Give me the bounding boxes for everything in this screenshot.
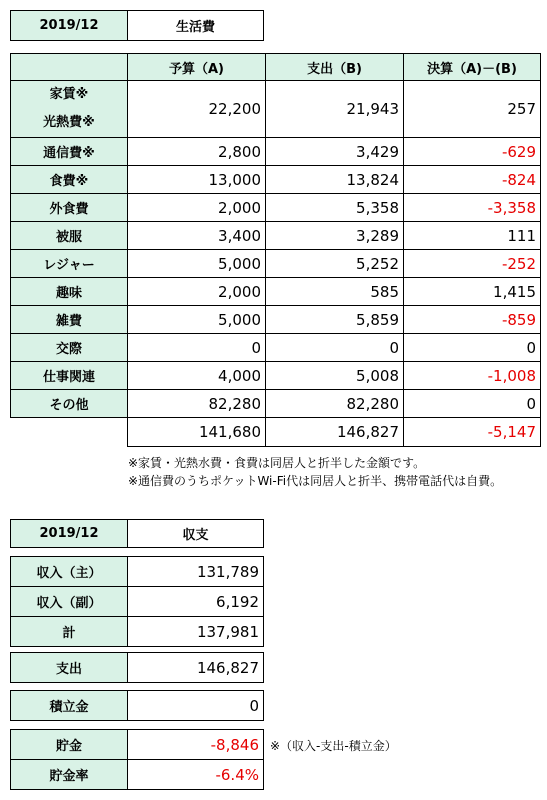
row-label-rent: 家賃※ (49, 87, 89, 102)
row-label: 収入（主） (11, 557, 128, 587)
budget-cell: 5,000 (128, 306, 266, 334)
balance-cell: 0 (404, 334, 541, 362)
budget-cell: 5,000 (128, 250, 266, 278)
row-label: 通信費※ (11, 138, 128, 166)
reserve-table (10, 690, 264, 721)
budget-cell: 2,000 (128, 194, 266, 222)
row-label: 積立金 (11, 691, 128, 721)
table-row (11, 760, 264, 790)
table-row (11, 617, 264, 647)
balance-cell: 257 (404, 81, 541, 138)
balance-cell: -3,358 (404, 194, 541, 222)
row-label: 仕事関連 (11, 362, 128, 390)
table-row (11, 166, 541, 194)
summary-header (10, 519, 264, 548)
table-row (11, 653, 264, 683)
savings-table (10, 729, 264, 790)
balance-cell: 0 (404, 390, 541, 418)
row-label: 計 (11, 617, 128, 647)
value-cell: -6.4% (128, 760, 264, 790)
balance-cell: -1,008 (404, 362, 541, 390)
expense-cell: 5,252 (266, 250, 404, 278)
total-blank-cell (11, 418, 128, 447)
table-row (11, 691, 264, 721)
total-row (11, 418, 541, 447)
row-label: その他 (11, 390, 128, 418)
budget-cell: 2,000 (128, 278, 266, 306)
expense-table (10, 652, 264, 683)
budget-table (10, 53, 541, 447)
expense-cell: 585 (266, 278, 404, 306)
value-cell: 137,981 (128, 617, 264, 647)
table-row (11, 138, 541, 166)
expense-cell: 0 (266, 334, 404, 362)
budget-period: 2019/12 (11, 11, 128, 41)
summary-title: 収支 (128, 520, 264, 548)
budget-cell: 82,280 (128, 390, 266, 418)
row-label: 外食費 (11, 194, 128, 222)
income-table (10, 556, 264, 647)
budget-title: 生活費 (128, 11, 264, 41)
row-label: 被服 (11, 222, 128, 250)
value-cell: -8,846 (128, 730, 264, 760)
table-row (11, 587, 264, 617)
row-label: 雑費 (11, 306, 128, 334)
table-row (11, 334, 541, 362)
row-label: 食費※ (11, 166, 128, 194)
col-budget-header: 予算（A) (128, 54, 266, 81)
row-label: 収入（副） (11, 587, 128, 617)
table-row (11, 730, 264, 760)
savings-note: ※（収入-支出-積立金） (270, 739, 397, 753)
expense-cell: 3,289 (266, 222, 404, 250)
budget-cell: 0 (128, 334, 266, 362)
row-label: 貯金 (11, 730, 128, 760)
value-cell: 6,192 (128, 587, 264, 617)
budget-cell: 2,800 (128, 138, 266, 166)
row-label: 交際 (11, 334, 128, 362)
expense-cell: 13,824 (266, 166, 404, 194)
value-cell: 146,827 (128, 653, 264, 683)
balance-cell: -252 (404, 250, 541, 278)
expense-cell: 3,429 (266, 138, 404, 166)
budget-cell: 4,000 (128, 362, 266, 390)
note-shared-expenses: ※家賃・光熱水費・食費は同居人と折半した金額です。 (128, 456, 426, 470)
table-row (11, 390, 541, 418)
corner-cell (11, 54, 128, 81)
note-communication: ※通信費のうちポケットWi-Fi代は同居人と折半、携帯電話代は自費。 (128, 474, 503, 488)
table-row (11, 278, 541, 306)
table-row (11, 81, 541, 138)
expense-cell: 5,358 (266, 194, 404, 222)
table-row (11, 362, 541, 390)
table-row (11, 557, 264, 587)
balance-cell: -629 (404, 138, 541, 166)
row-label: 貯金率 (11, 760, 128, 790)
table-row (11, 250, 541, 278)
row-label: レジャー (11, 250, 128, 278)
col-expense-header: 支出（B) (266, 54, 404, 81)
table-row (11, 306, 541, 334)
expense-cell: 5,008 (266, 362, 404, 390)
expense-cell: 82,280 (266, 390, 404, 418)
total-budget-cell: 141,680 (128, 418, 266, 447)
balance-cell: 111 (404, 222, 541, 250)
row-label-utilities: 光熱費※ (43, 115, 95, 130)
expense-cell: 5,859 (266, 306, 404, 334)
balance-cell: 1,415 (404, 278, 541, 306)
table-row (11, 194, 541, 222)
summary-period: 2019/12 (11, 520, 128, 548)
value-cell: 0 (128, 691, 264, 721)
total-balance-cell: -5,147 (404, 418, 541, 447)
row-label (11, 81, 128, 138)
row-label: 支出 (11, 653, 128, 683)
balance-cell: -859 (404, 306, 541, 334)
value-cell: 131,789 (128, 557, 264, 587)
expense-cell: 21,943 (266, 81, 404, 138)
row-label: 趣味 (11, 278, 128, 306)
total-expense-cell: 146,827 (266, 418, 404, 447)
table-row (11, 222, 541, 250)
col-balance-header: 決算（A)－(B) (404, 54, 541, 81)
budget-cell: 13,000 (128, 166, 266, 194)
budget-header (10, 10, 264, 41)
balance-cell: -824 (404, 166, 541, 194)
budget-cell: 22,200 (128, 81, 266, 138)
budget-cell: 3,400 (128, 222, 266, 250)
